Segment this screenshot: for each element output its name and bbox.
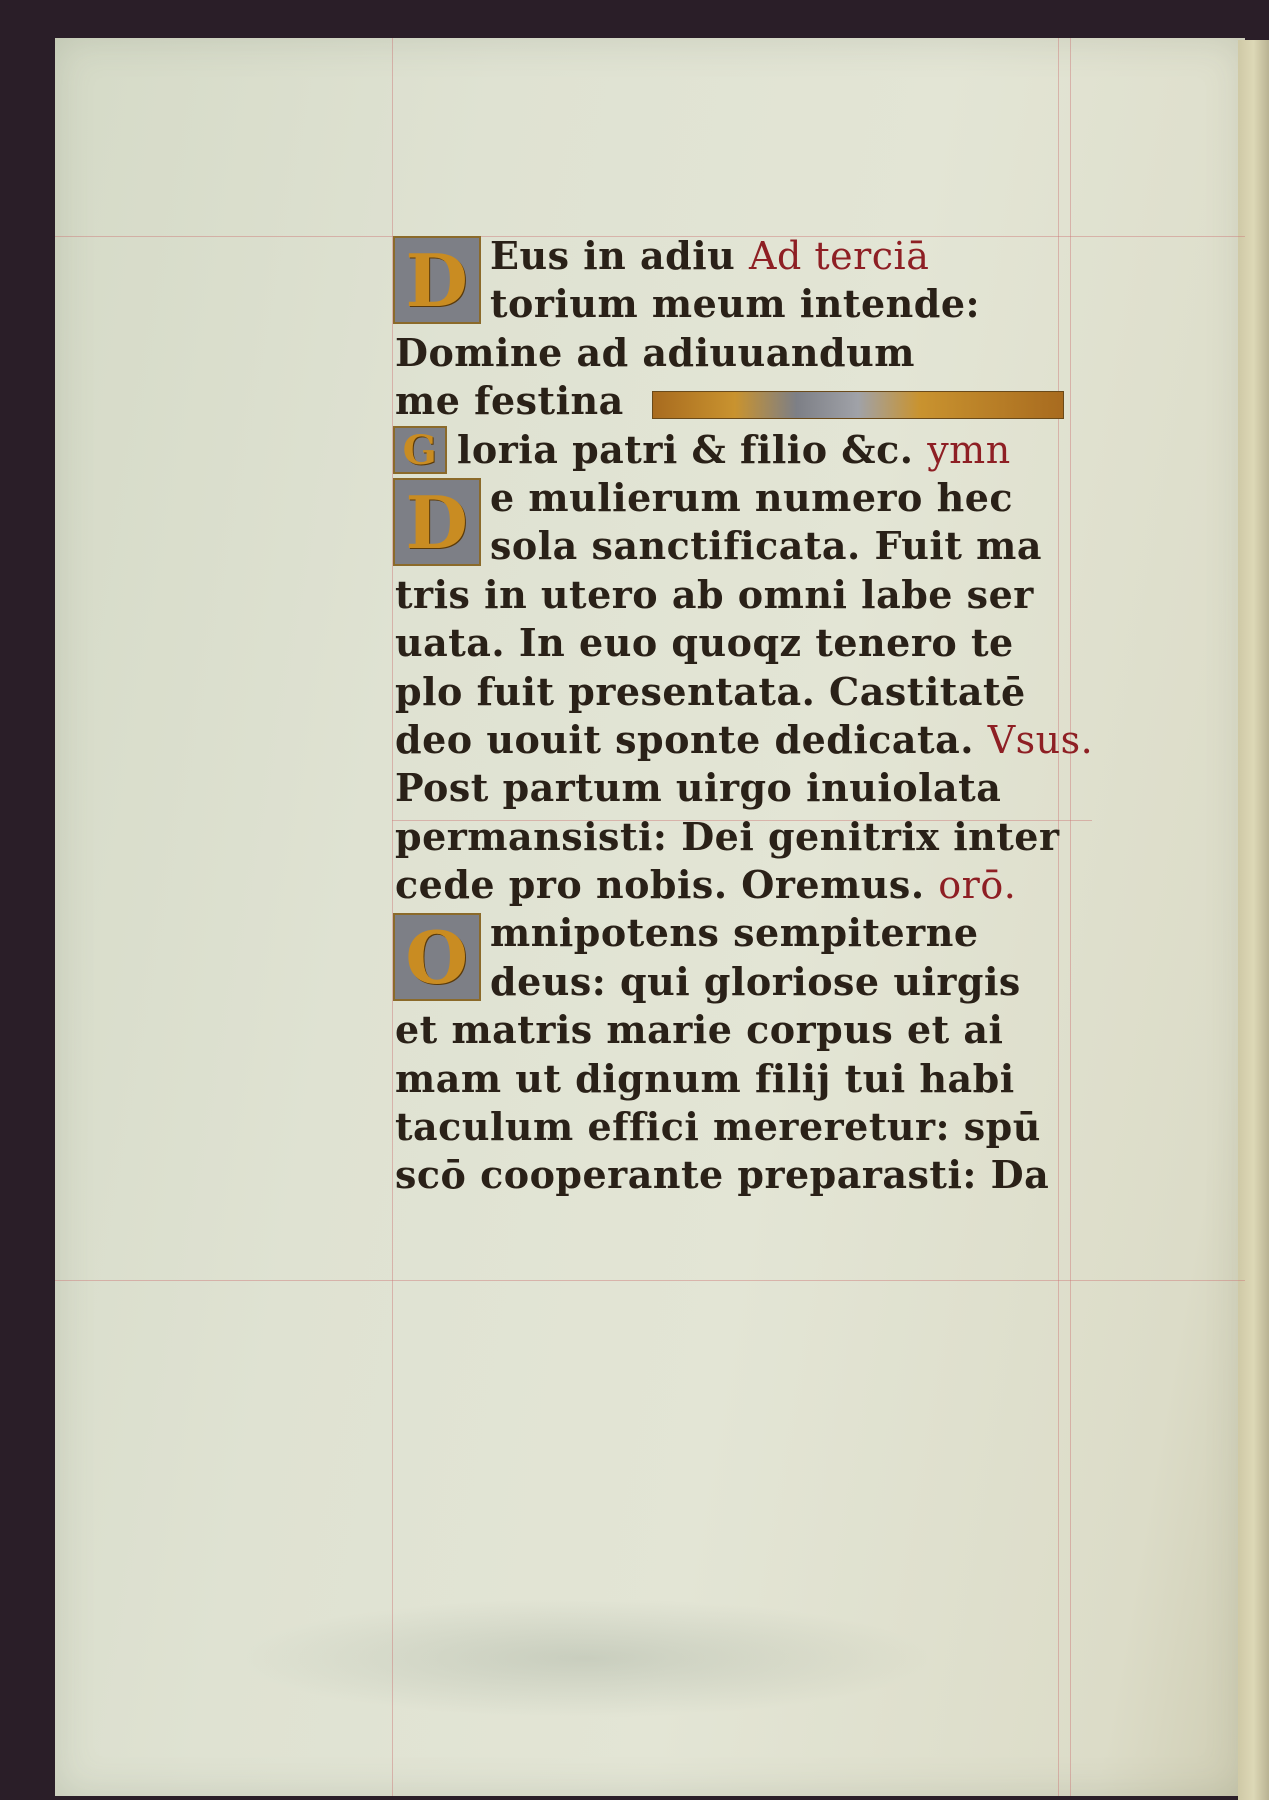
text-line: deo uouit sponte dedicata. Vsus.	[395, 716, 1094, 762]
text-line: sola sanctificata. Fuit ma	[490, 523, 1042, 569]
text-line: Post partum uirgo inuiolata	[395, 765, 1002, 811]
adjacent-leaf-edge	[1238, 40, 1269, 1800]
text-line: cede pro nobis. Oremus. orō.	[395, 862, 1017, 908]
text-line: plo fuit presentata. Castitatē	[395, 668, 1026, 714]
illuminated-initial: O	[393, 913, 481, 1001]
rubric: Vsus.	[987, 717, 1094, 762]
illuminated-initial: D	[393, 236, 481, 324]
line-filler	[652, 391, 1064, 419]
text-line: D Eus in adiu Ad terciā	[395, 232, 1095, 280]
text-line: D e mulierum numero hec	[395, 474, 1095, 522]
text-line: taculum effici mereretur: spū	[395, 1104, 1041, 1150]
illuminated-initial: G	[393, 426, 447, 474]
illuminated-initial: D	[393, 478, 481, 566]
rubric: orō.	[938, 863, 1017, 908]
ruling-line-bottom	[55, 1280, 1245, 1281]
text-line: permansisti: Dei genitrix inter	[395, 813, 1060, 859]
rubric: Ad terciā	[749, 234, 930, 278]
text-line: mam ut dignum filij tui habi	[395, 1055, 1015, 1101]
text-line: et matris marie corpus et ai	[395, 1007, 1004, 1053]
text-line: uata. In euo quoqz tenero te	[395, 620, 1014, 666]
rubric: ymn	[927, 427, 1011, 472]
text-line: O mnipotens sempiterne	[395, 909, 1095, 957]
text-line: me festina	[395, 377, 1095, 425]
text-block	[395, 232, 1095, 1200]
text-line: G loria patri & filio &c. ymn	[395, 426, 1095, 474]
text-line: deus: qui gloriose uirgis	[490, 958, 1021, 1004]
text-line: torium meum intende:	[490, 281, 981, 327]
text-line: tris in utero ab omni labe ser	[395, 571, 1034, 617]
parchment-stain	[235, 1598, 935, 1718]
text-line: Domine ad adiuuandum	[395, 329, 915, 375]
text-line: scō cooperante preparasti: Da	[395, 1152, 1050, 1198]
